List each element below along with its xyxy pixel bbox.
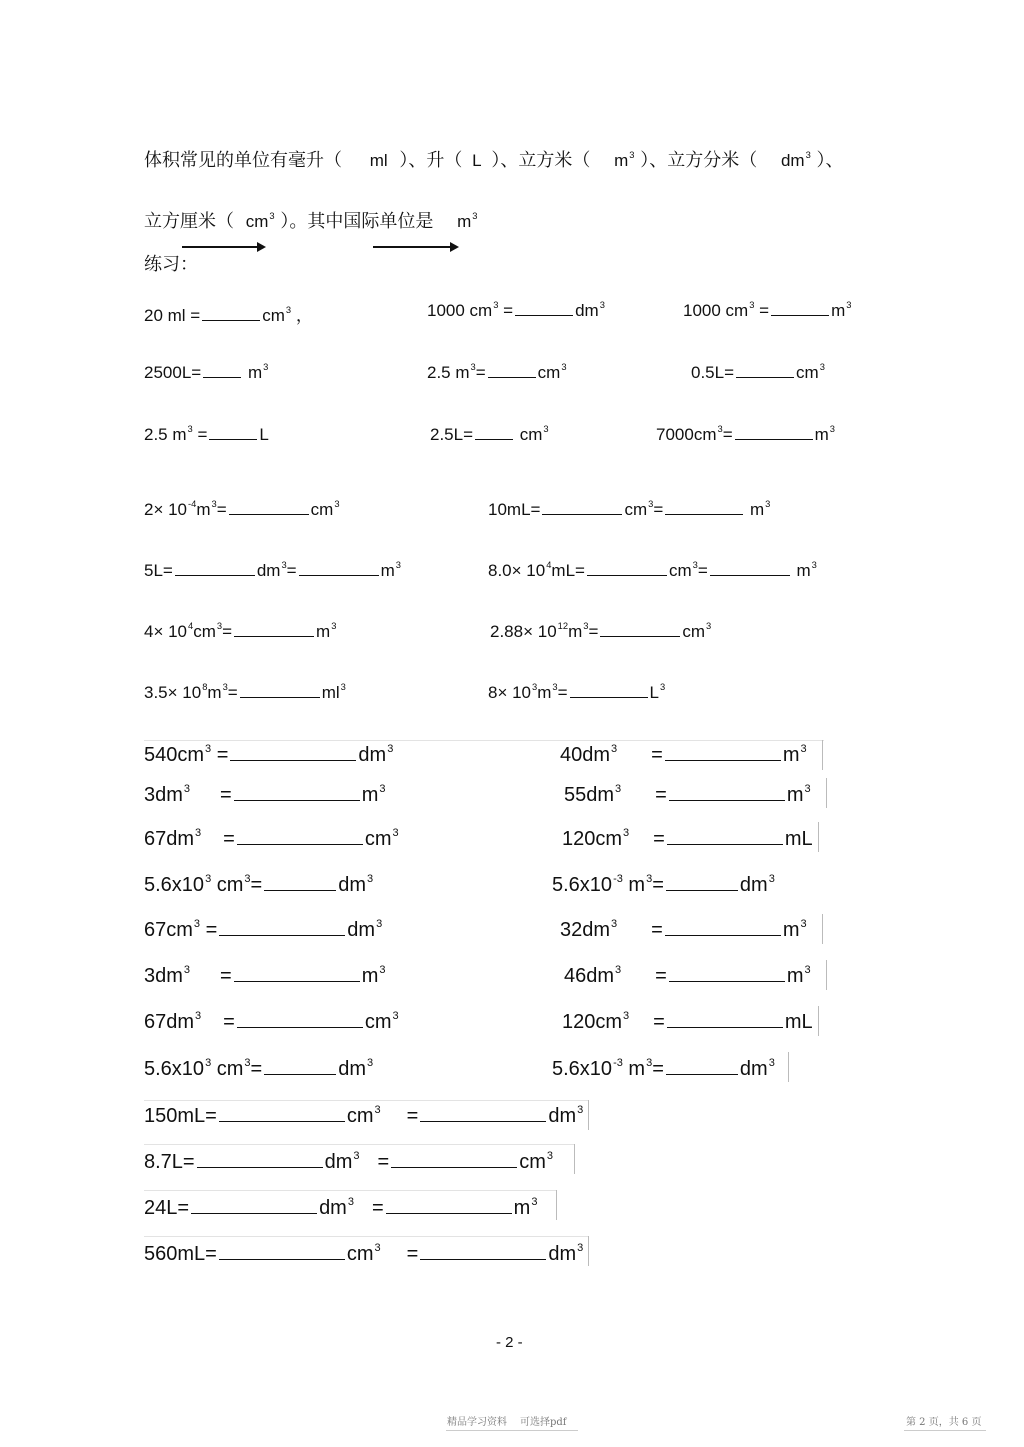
intro-text: ）、立方米（ <box>491 150 591 171</box>
exponent: 3 <box>629 150 635 161</box>
exercise-item: 1000 $cm^3 = m^3$ <box>683 300 852 320</box>
answer-blank[interactable] <box>234 980 360 982</box>
exercise-item: $5L= dm^3= m^3$ <box>144 560 401 580</box>
exercise-item: $32dm^3 = m^3$ <box>560 917 807 941</box>
unit-dm: dm <box>780 151 805 170</box>
answer-blank[interactable] <box>420 1258 546 1260</box>
exercise-item: $5.6x10^3$ $cm^3= dm^3$ <box>144 872 374 896</box>
exercise-item: $67dm^3 = cm^3$ <box>144 1009 399 1033</box>
answer-blank[interactable] <box>191 1212 317 1214</box>
answer-blank[interactable] <box>197 1166 323 1168</box>
answer-blank[interactable] <box>600 635 680 637</box>
answer-blank[interactable] <box>264 1073 336 1075</box>
answer-blank[interactable] <box>299 574 379 576</box>
answer-blank[interactable] <box>264 889 336 891</box>
answer-blank[interactable] <box>175 574 255 576</box>
answer-blank[interactable] <box>234 799 360 801</box>
answer-blank[interactable] <box>570 696 648 698</box>
exercise-item: $3dm^3 = m^3$ <box>144 782 386 806</box>
exercise-item: $55dm^3 = m^3$ <box>564 782 811 806</box>
intro-text: ）、 <box>816 150 844 171</box>
exercise-item: 20 ml = $cm^3$ ， <box>144 305 313 325</box>
footer-mid: 可选择pdf <box>520 1417 567 1428</box>
answer-blank[interactable] <box>669 799 785 801</box>
exponent: 3 <box>805 150 811 161</box>
exercise-item: $120cm^3$ = mL <box>562 826 813 850</box>
answer-blank[interactable] <box>420 1120 546 1122</box>
answer-blank[interactable] <box>667 1026 783 1028</box>
exercise-item: $7000cm^3= m^3$ <box>656 424 835 444</box>
answer-blank[interactable] <box>209 438 257 440</box>
answer-blank[interactable] <box>710 574 790 576</box>
exercise-item: $8.7L= dm^3 = cm^3$ <box>144 1149 554 1173</box>
intro-text: ）。其中国际单位是 <box>280 211 434 232</box>
footer-right: 第 2 页，共 6 页 <box>906 1417 982 1428</box>
answer-blank[interactable] <box>488 376 536 378</box>
intro-text: 立方厘米（ <box>144 211 234 232</box>
exercise-item: $120cm^3$ = mL <box>562 1009 813 1033</box>
exercise-item: $40dm^3 = m^3$ <box>560 742 807 766</box>
answer-blank[interactable] <box>219 1258 345 1260</box>
answer-blank[interactable] <box>666 1073 738 1075</box>
answer-blank[interactable] <box>666 889 738 891</box>
unit-l: L <box>472 151 482 170</box>
exercise-item: $3dm^3 = m^3$ <box>144 963 386 987</box>
answer-blank[interactable] <box>237 1026 363 1028</box>
page-number: - 2 - <box>496 1334 523 1351</box>
unit-ml: ml <box>369 151 388 170</box>
answer-blank[interactable] <box>667 843 783 845</box>
exercise-item: $2.88\times 10^{12}m^3= cm^3$ <box>490 621 712 641</box>
answer-blank[interactable] <box>542 513 622 515</box>
exercise-item: $46dm^3 = m^3$ <box>564 963 811 987</box>
answer-blank[interactable] <box>669 980 785 982</box>
footer-left: 精品学习资料 <box>447 1417 507 1428</box>
intro-line-1 <box>144 146 844 172</box>
answer-blank[interactable] <box>230 759 356 761</box>
exercise-item: $2\times 10^{-4}m^3= cm^3$ <box>144 499 340 519</box>
unit-m: m <box>614 151 629 170</box>
answer-blank[interactable] <box>771 314 829 316</box>
exercise-item: $5.6x10^3$ $cm^3= dm^3$ <box>144 1056 374 1080</box>
exercise-item: $150mL= cm^3 = dm^3$ <box>144 1103 584 1127</box>
answer-blank[interactable] <box>229 513 309 515</box>
answer-blank[interactable] <box>203 376 241 378</box>
answer-blank[interactable] <box>237 843 363 845</box>
exercise-item: $67dm^3 = cm^3$ <box>144 826 399 850</box>
answer-blank[interactable] <box>665 934 781 936</box>
exercise-item: $10mL= cm^3= m^3$ <box>488 499 771 519</box>
answer-blank[interactable] <box>587 574 667 576</box>
exercise-item: $67cm^3 = dm^3$ <box>144 917 383 941</box>
intro-text: 体积常见的单位有毫升（ <box>144 150 342 171</box>
answer-blank[interactable] <box>515 314 573 316</box>
exercise-item: 2.5 $m^3 = L$ <box>144 424 269 444</box>
answer-blank[interactable] <box>386 1212 512 1214</box>
exponent: 3 <box>472 211 478 222</box>
exercise-item: $0.5L= cm^3$ <box>691 362 825 382</box>
arrow-icon <box>373 246 453 248</box>
answer-blank[interactable] <box>391 1166 517 1168</box>
intro-text: ）、升（ <box>399 150 463 171</box>
exercise-item: 2.5 $m^3= cm^3$ <box>427 362 567 382</box>
exercise-item: $3.5\times 10^8m^3= ml^3$ <box>144 682 346 702</box>
exercise-item: $5.6x10^{-3}$ $m^3= dm^3$ <box>552 872 775 896</box>
answer-blank[interactable] <box>736 376 794 378</box>
exponent: 3 <box>269 211 275 222</box>
arrow-icon <box>182 246 260 248</box>
exercise-item: $560mL= cm^3 = dm^3$ <box>144 1241 584 1265</box>
answer-blank[interactable] <box>219 1120 345 1122</box>
answer-blank[interactable] <box>202 319 260 321</box>
exercise-item: $4\times 10^4cm^3= m^3$ <box>144 621 337 641</box>
answer-blank[interactable] <box>234 635 314 637</box>
intro-text: ）、立方分米（ <box>640 150 758 171</box>
practice-label: 练习： <box>144 254 198 275</box>
exercise-item: $5.6x10^{-3}$ $m^3= dm^3$ <box>552 1056 775 1080</box>
exercise-item: $8.0\times 10^4mL= cm^3= m^3$ <box>488 560 817 580</box>
answer-blank[interactable] <box>665 513 743 515</box>
answer-blank[interactable] <box>665 759 781 761</box>
answer-blank[interactable] <box>219 934 345 936</box>
exercise-item: $24L= dm^3 = m^3$ <box>144 1195 538 1219</box>
answer-blank[interactable] <box>240 696 320 698</box>
si-unit: m <box>457 212 472 231</box>
answer-blank[interactable] <box>735 438 813 440</box>
exercise-item: 1000 $cm^3 = dm^3$ <box>427 300 605 320</box>
exercise-item: $2500L= m^3$ <box>144 362 269 382</box>
answer-blank[interactable] <box>475 438 513 440</box>
exercise-item: $540cm^3 = dm^3$ <box>144 742 394 766</box>
exercise-item: $2.5L= cm^3$ <box>430 424 549 444</box>
unit-cm: cm <box>245 212 269 231</box>
intro-line-2 <box>144 207 477 233</box>
exercise-item: $8\times 10^3m^3= L^3$ <box>488 682 666 702</box>
